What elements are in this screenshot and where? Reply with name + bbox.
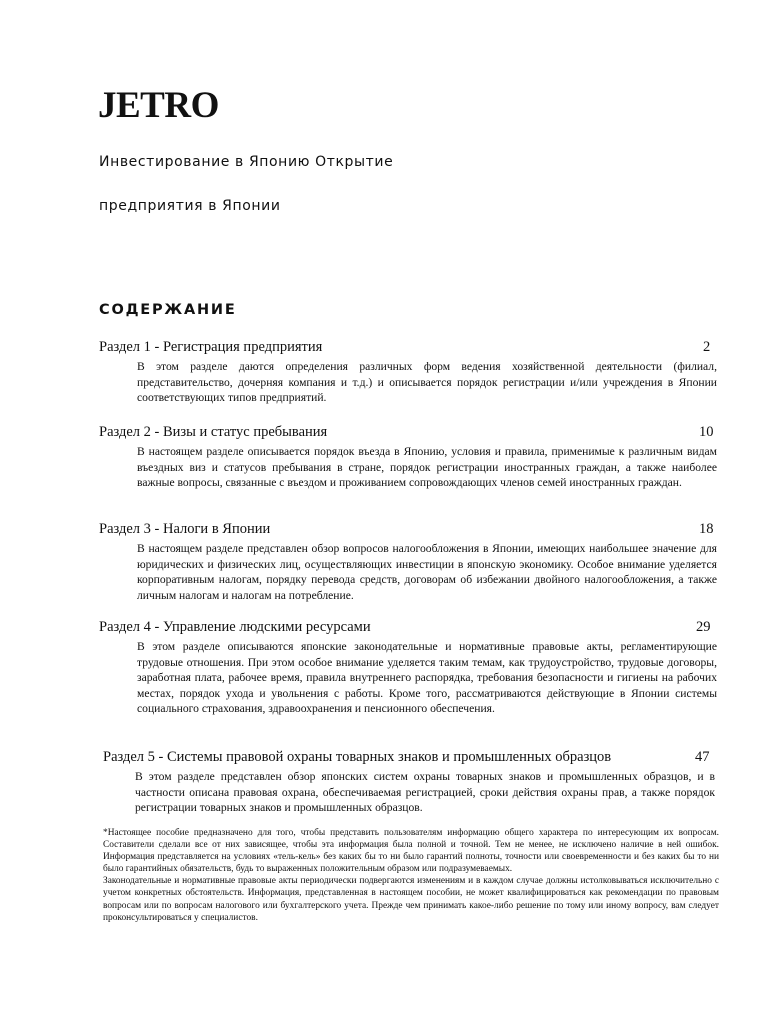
- toc-section-title: Раздел 5 - Системы правовой охраны товарных знаков и промышленных образцов: [103, 749, 612, 765]
- toc-section-page: 29: [696, 619, 711, 635]
- toc-section-description: В этом разделе представлен обзор японских систем охраны товарных знаков и промышленных образцов, и в частности описана правовая охрана, обеспечиваемая регистрацией, сроки действия охраны прав, а также порядок регистрации товарных знаков и промышленных образцов.: [135, 770, 715, 815]
- toc-section-2: [99, 422, 721, 491]
- disclaimer-footnote: [103, 827, 719, 924]
- toc-section-title: Раздел 4 - Управление людскими ресурсами: [99, 619, 371, 635]
- jetro-logo: JETRO: [98, 85, 219, 126]
- document-subtitle-line2: предприятия в Японии: [99, 198, 281, 214]
- toc-section-1: [99, 337, 721, 406]
- toc-section-page: 2: [703, 339, 711, 355]
- toc-section-title: Раздел 2 - Визы и статус пребывания: [99, 424, 328, 440]
- toc-section-3: [99, 519, 721, 603]
- toc-section-description: В этом разделе даются определения различных форм ведения хозяйственной деятельности (филиал, представительство, дочерняя компания и т.д.) и описывается порядок регистрации и/или учреждения в Японии соответствующих типов предприятий.: [137, 360, 717, 405]
- toc-section-title: Раздел 3 - Налоги в Японии: [99, 521, 271, 537]
- toc-section-description: В этом разделе описываются японские законодательные и нормативные правовые акты, регламентирующие трудовые отношения. При этом особое внимание уделяется таким темам, как трудоустройство, трудовые договоры, заработная плата, рабочее время, правила внутреннего распорядка, требования безопасности и гигиены на рабочих местах, порядок ухода и увольнения с работы. Кроме того, рассматриваются действующие в Японии системы социального страхования, здравоохранения и пенсионного обеспечения.: [137, 640, 717, 716]
- toc-section-description: В настоящем разделе представлен обзор вопросов налогообложения в Японии, имеющих наибольшее значение для юридических и физических лиц, осуществляющих инвестиции в японскую экономику. Особое внимание уделяется корпоративным налогам, порядку перевода средств, договорам об избежании двойного налогообложения, а также личным налогам и налогам на потребление.: [137, 542, 717, 602]
- toc-section-page: 10: [699, 424, 714, 440]
- disclaimer-paragraph-2: Законодательные и нормативные правовые акты периодически подвергаются изменениям и в каждом случае должны истолковываться исключительно с учетом конкретных обстоятельств. Информация, представленная в настоящем пособии, не может квалифицироваться как рекомендации по правовым вопросам или по вопросам налогового или бухгалтерского учета. Прежде чем принимать какое-либо решение по тому или иному вопросу, вам следует проконсультироваться у специалистов.: [103, 876, 719, 923]
- document-subtitle-line1: Инвестирование в Японию Открытие: [99, 154, 394, 170]
- toc-section-title: Раздел 1 - Регистрация предприятия: [99, 339, 323, 355]
- toc-section-page: 47: [695, 749, 710, 765]
- toc-section-5: [103, 747, 725, 816]
- toc-section-description: В настоящем разделе описывается порядок въезда в Японию, условия и правила, применимые к различным видам въездных виз и статусов пребывания в стране, порядок регистрации иностранных граждан, а также наиболее важные вопросы, связанные с въездом и проживанием сопровождающих членов семей иностранных граждан.: [137, 445, 717, 490]
- disclaimer-paragraph-1: *Настоящее пособие предназначено для того, чтобы представить пользователям информацию общего характера по интересующим их вопросам. Составители сделали все от них зависящее, чтобы эта информация была полной и точной. Тем не менее, не исключено наличие в ней ошибок. Информация представляется на условиях «тель-кель» без каких бы то ни было гарантий полноты, точности или своевременности и без каких бы то ни было гарантийных обязательств, будь то выраженных положительным образом или подразумеваемых.: [103, 828, 719, 875]
- toc-section-4: [99, 617, 721, 717]
- toc-section-page: 18: [699, 521, 714, 537]
- toc-heading: СОДЕРЖАНИЕ: [99, 302, 237, 318]
